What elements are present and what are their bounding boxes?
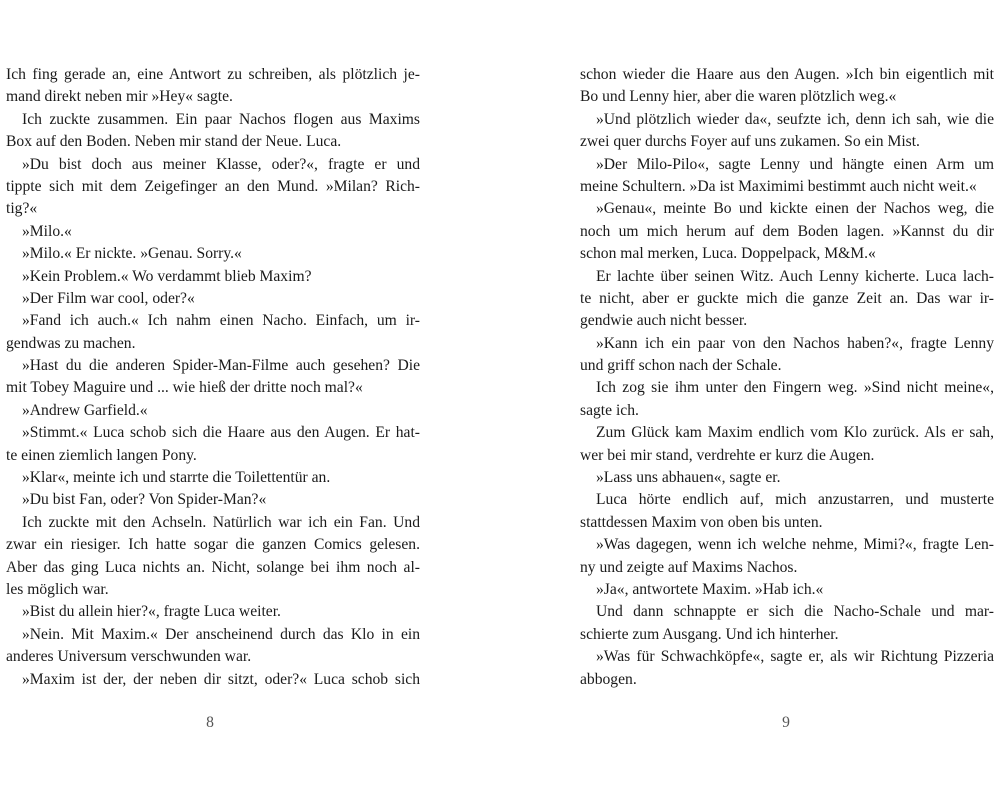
text-line: stattdessen Maxim von oben bis unten.: [580, 513, 823, 531]
text-line: »Ja«, antwortete Maxim. »Hab ich.«: [596, 580, 824, 598]
text-line: »Du bist doch aus meiner Klasse, oder?«, fragte er und: [22, 155, 420, 173]
text-line: Ich zog sie ihm unter den Fingern weg. »Sind nicht meine«,: [596, 379, 994, 397]
text-line: zwar ein riesiger. Ich hatte sogar die ganzen Comics gelesen.: [6, 536, 420, 554]
text-line: schon wieder die Haare aus den Augen. »Ich bin eigentlich mit: [580, 66, 994, 83]
text-line: »Hast du die anderen Spider-Man-Filme auch gesehen? Die: [22, 357, 420, 375]
text-line: »Milo.« Er nickte. »Genau. Sorry.«: [22, 245, 242, 263]
right-page-number: 9: [782, 714, 790, 731]
text-line: »Was für Schwachköpfe«, sagte er, als wir Richtung Pizzeria: [596, 648, 994, 666]
text-line: Aber das ging Luca nichts an. Nicht, solange bei ihm noch al-: [6, 558, 420, 576]
text-line: ny und zeigte auf Maxims Nachos.: [580, 558, 798, 576]
text-line: Und dann schnappte er sich die Nacho-Schale und mar-: [596, 603, 994, 621]
text-line: tippte sich mit dem Zeigefinger an den Mund. »Milan? Rich-: [6, 177, 420, 195]
left-page-text: [6, 64, 420, 691]
text-line: Ich zuckte zusammen. Ein paar Nachos flogen aus Maxims: [22, 110, 420, 128]
text-line: »Milo.«: [22, 222, 72, 240]
text-line: »Andrew Garfield.«: [22, 401, 148, 419]
text-line: wer bei mir stand, verdrehte er kurz die Augen.: [580, 446, 875, 464]
text-line: tig?«: [6, 200, 38, 218]
text-line: abbogen.: [580, 670, 637, 688]
text-line: Ich fing gerade an, eine Antwort zu schreiben, als plötzlich je-: [6, 66, 420, 83]
text-line: »Der Film war cool, oder?«: [22, 289, 195, 307]
text-line: »Fand ich auch.« Ich nahm einen Nacho. Einfach, um ir-: [22, 312, 420, 330]
text-line: gendwie auch nicht besser.: [580, 312, 748, 330]
text-line: »Nein. Mit Maxim.« Der anscheinend durch das Klo in ein: [22, 625, 420, 643]
text-line: »Du bist Fan, oder? Von Spider-Man?«: [22, 491, 267, 509]
text-line: les möglich war.: [6, 580, 109, 598]
text-line: »Genau«, meinte Bo und kickte einen der Nachos weg, die: [596, 200, 994, 218]
text-line: anderes Universum verschwunden war.: [6, 648, 252, 666]
text-line: schierte zum Ausgang. Und ich hinterher.: [580, 625, 839, 643]
text-line: »Maxim ist der, der neben dir sitzt, oder?« Luca schob sich: [22, 670, 420, 688]
text-line: te einen ziemlich langen Pony.: [6, 446, 197, 464]
right-page-text: [580, 64, 994, 691]
text-line: Box auf den Boden. Neben mir stand der Neue. Luca.: [6, 133, 342, 151]
text-line: meine Schultern. »Da ist Maximimi bestimmt auch nicht weit.«: [580, 177, 977, 195]
text-line: »Und plötzlich wieder da«, seufzte ich, denn ich sah, wie die: [596, 110, 994, 128]
text-line: Zum Glück kam Maxim endlich vom Klo zurück. Als er sah,: [596, 424, 994, 442]
text-line: mit Tobey Maguire und ... wie hieß der dritte noch mal?«: [6, 379, 363, 397]
text-line: »Lass uns abhauen«, sagte er.: [596, 469, 781, 487]
text-line: »Kein Problem.« Wo verdammt blieb Maxim?: [22, 267, 312, 285]
text-line: sagte ich.: [580, 401, 639, 419]
text-line: noch um mich herum auf dem Boden lagen. »Kannst du dir: [580, 222, 994, 240]
text-line: »Bist du allein hier?«, fragte Luca weiter.: [22, 603, 281, 621]
text-line: Luca hörte endlich auf, mich anzustarren, und musterte: [596, 491, 994, 509]
text-line: te nicht, aber er guckte mich die ganze Zeit an. Das war ir-: [580, 289, 994, 307]
text-line: Ich zuckte mit den Achseln. Natürlich war ich ein Fan. Und: [22, 513, 420, 531]
text-line: zwei quer durchs Foyer auf uns zukamen. So ein Mist.: [580, 133, 920, 151]
text-line: gendwas zu machen.: [6, 334, 136, 352]
text-line: Bo und Lenny hier, aber die waren plötzlich weg.«: [580, 88, 897, 106]
text-line: »Kann ich ein paar von den Nachos haben?«, fragte Lenny: [596, 334, 994, 352]
text-line: Er lachte über seinen Witz. Auch Lenny kicherte. Luca lach-: [596, 267, 994, 285]
text-line: mand direkt neben mir »Hey« sagte.: [6, 88, 233, 106]
text-line: »Was dagegen, wenn ich welche nehme, Mimi?«, fragte Len-: [596, 536, 994, 554]
text-line: »Der Milo-Pilo«, sagte Lenny und hängte einen Arm um: [596, 155, 994, 173]
text-line: schon mal merken, Luca. Doppelpack, M&M.«: [580, 245, 876, 263]
text-line: und griff schon nach der Schale.: [580, 357, 782, 375]
left-page-number: 8: [206, 714, 214, 731]
text-line: »Stimmt.« Luca schob sich die Haare aus den Augen. Er hat-: [22, 424, 420, 442]
text-line: »Klar«, meinte ich und starrte die Toilettentür an.: [22, 469, 331, 487]
